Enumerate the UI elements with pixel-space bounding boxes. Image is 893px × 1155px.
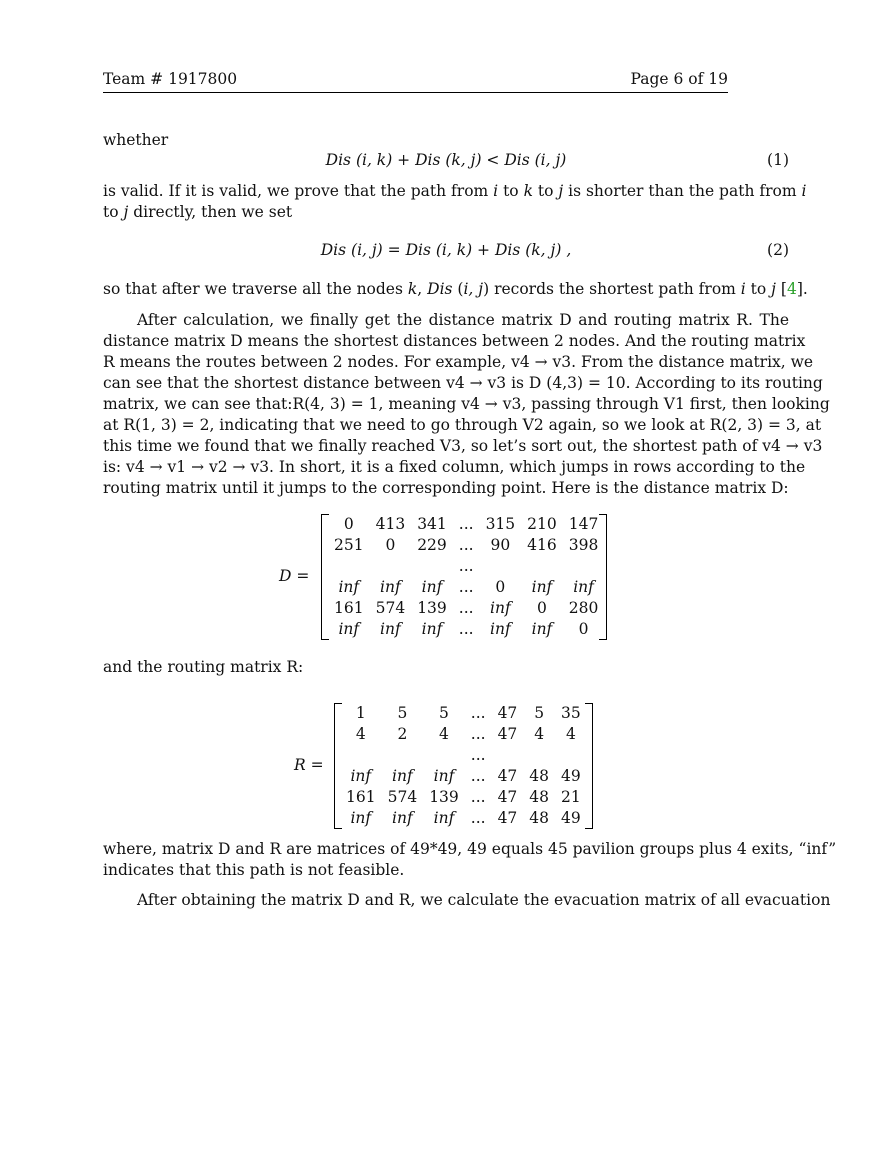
equation-2-text: Dis (i, j) = Dis (i, k) + Dis (k, j) , [320,241,572,259]
matrix-r-cell: inf [350,809,372,827]
matrix-r-label: R = [294,756,324,774]
matrix-r-cell: 47 [497,788,518,806]
matrix-r-cell [555,745,587,766]
matrix-r-cell: 139 [429,788,459,806]
matrix-d-row [328,598,604,619]
matrix-d-cell: inf [531,578,553,596]
para1-line-3: R means the routes between 2 nodes. For example, v4 → v3. From the distance matrix, we [103,353,814,371]
matrix-r-cell [423,745,465,766]
matrix-r-cell: ... [470,809,486,827]
matrix-r-cell: 5 [534,704,545,722]
page-header [103,70,728,93]
matrix-d-row [328,556,604,577]
matrix-r-cell: inf [433,767,455,785]
var: k [523,182,533,200]
matrix-d-cell: 161 [334,599,364,617]
matrix-d-cell: 139 [417,599,447,617]
matrix-d-row [328,619,604,640]
equation-1-text: Dis (i, k) + Dis (k, j) < Dis (i, j) [325,151,567,169]
matrix-r-cell [382,745,424,766]
matrix-d-cell: 280 [568,599,599,617]
matrix-d-cell: inf [338,620,360,638]
matrix-r-row [340,808,587,829]
matrix-d-cell: 315 [485,515,516,533]
matrix-d-cell: 574 [375,599,406,617]
matrix-r-cell: ... [470,725,486,743]
matrix-d [328,514,604,640]
para1-line-4: can see that the shortest distance between v4 → v3 is D (4,3) = 10. According to its routing [103,374,823,392]
para1-line-2: distance matrix D means the shortest distances between 2 nodes. And the routing matrix [103,332,806,350]
matrix-r-cell [492,745,524,766]
para1-line-9: routing matrix until it jumps to the corresponding point. Here is the distance matrix D: [103,479,789,497]
equation-1-number: (1) [767,151,789,169]
span: to [498,182,524,200]
matrix-d-cell: inf [490,599,511,617]
matrix-d-cell: 341 [417,515,447,533]
matrix-d-cell: inf [421,578,443,596]
matrix-d-cell: 0 [385,536,396,554]
matrix-r-cell: ... [470,788,486,806]
matrix-d-cell: inf [380,578,401,596]
matrix-d-cell [328,556,370,577]
var: j [771,280,776,298]
matrix-r-cell: 35 [561,704,581,722]
span: is valid. If it is valid, we prove that the path from [103,182,494,200]
span: ( [452,280,464,298]
para1-line-5: matrix, we can see that:R(4, 3) = 1, meaning v4 → v3, passing through V1 first, then looking [103,395,830,413]
matrix-d-cell: 0 [343,515,354,533]
text-valid-line1 [103,181,807,201]
matrix-d-cell [480,556,522,577]
para1-line-6: at R(1, 3) = 2, indicating that we need to go through V2 again, so we look at R(2, 3) = 3, at [103,416,822,434]
matrix-r-cell: 21 [561,788,581,806]
matrix-r-cell: 161 [346,788,376,806]
matrix-d-label: D = [279,567,310,585]
matrix-r-cell: 2 [397,725,408,743]
para1-line-1: After calculation, we finally get the distance matrix D and routing matrix R. The [137,311,789,329]
matrix-d-cell: inf [573,578,594,596]
span: to [745,280,772,298]
matrix-r [340,703,587,829]
matrix-d-row [328,514,604,535]
matrix-r-cell: inf [392,809,413,827]
matrix-d-cell: 0 [578,620,589,638]
matrix-d-cell: 413 [375,515,406,533]
var: Dis [427,280,453,298]
citation-link[interactable]: 4 [786,280,797,298]
equation-2 [103,239,789,261]
matrix-r-row [340,703,587,724]
matrix-d-cell: 0 [495,578,506,596]
span: ]. [796,280,808,298]
page-number: Page 6 of 19 [630,70,728,88]
equation-1-body [103,149,789,171]
matrix-r-cell: inf [392,767,413,785]
var: k [407,280,418,298]
var: j [558,182,564,200]
para1-line-7: this time we found that we finally reached V3, so let’s sort out, the shortest path of v4 → v3 [103,437,823,455]
matrix-r-cell: ... [470,767,486,785]
equation-2-body [103,239,789,261]
matrix-r-row [340,745,587,766]
matrix-d-row [328,577,604,598]
matrix-d-cell: 0 [537,599,547,617]
team-number: Team # 1917800 [103,70,238,88]
matrix-r-cell: 49 [561,809,581,827]
matrix-d-cell [521,556,563,577]
var: j [123,203,129,221]
text-whether: whether [103,131,169,149]
matrix-d-cell: ... [458,599,474,617]
span: , [417,280,428,298]
text-where-line1: where, matrix D and R are matrices of 49*49, 49 equals 45 pavilion groups plus 4 exits, “inf” [103,840,837,858]
matrix-r-cell: 574 [387,788,418,806]
matrix-d-cell: ... [458,515,474,533]
matrix-d-cell: inf [531,620,553,638]
matrix-d-cell: inf [380,620,401,638]
matrix-r-cell: 47 [497,767,518,785]
matrix-r-cell [340,745,382,766]
text-where-line2: indicates that this path is not feasible. [103,861,405,879]
span: to [103,203,124,221]
matrix-d-cell: ... [458,620,474,638]
span: ) records the shortest path from [483,280,741,298]
matrix-r-cell: 1 [355,704,366,722]
text-routing-intro: and the routing matrix R: [103,658,304,676]
matrix-r-cell: ... [470,704,486,722]
matrix-r-cell: 47 [497,809,518,827]
equation-2-number: (2) [767,241,789,259]
matrix-d-cell: inf [421,620,443,638]
var: i [801,182,807,200]
span: so that after we traverse all the nodes [103,280,408,298]
var: i, j [463,280,484,298]
matrix-d-cell: 416 [527,536,557,554]
matrix-d-cell: ... [458,557,474,575]
matrix-r-cell: 4 [534,725,545,743]
matrix-d-cell [563,556,605,577]
matrix-d-cell: ... [458,536,474,554]
matrix-d-cell: 147 [568,515,599,533]
matrix-d-cell: inf [490,620,511,638]
span: is shorter than the path from [563,182,802,200]
span: directly, then we set [128,203,293,221]
matrix-d-row [328,535,604,556]
matrix-r-cell: 4 [439,725,449,743]
matrix-r-row [340,766,587,787]
equation-1 [103,149,789,171]
span: to [532,182,559,200]
text-valid-line2 [103,202,789,222]
matrix-r-cell: inf [433,809,455,827]
matrix-d-cell: 251 [334,536,364,554]
matrix-r-cell: 48 [529,809,550,827]
text-after-obtaining: After obtaining the matrix D and R, we calculate the evacuation matrix of all evacuation [137,891,831,909]
matrix-d-cell: 210 [527,515,557,533]
matrix-r-cell: 47 [497,704,518,722]
matrix-d-cell: 398 [568,536,599,554]
matrix-r-cell: inf [350,767,372,785]
var: i [493,182,499,200]
matrix-r-cell: ... [470,746,486,764]
matrix-r-cell: 5 [397,704,408,722]
matrix-d-cell: 90 [490,536,511,554]
var: i [740,280,746,298]
matrix-r-cell: 4 [565,725,576,743]
matrix-d-cell: 229 [417,536,447,554]
matrix-r-cell: 5 [439,704,449,722]
matrix-d-cell [411,556,453,577]
matrix-r-cell: 48 [529,788,550,806]
text-after-traverse [103,279,808,299]
span: [ [775,280,787,298]
matrix-r-cell: 48 [529,767,550,785]
matrix-d-cell: inf [338,578,360,596]
matrix-r-cell: 4 [355,725,366,743]
matrix-d-cell [370,556,412,577]
matrix-r-row [340,724,587,745]
matrix-d-cell: ... [458,578,474,596]
matrix-r-row [340,787,587,808]
para1-line-8: is: v4 → v1 → v2 → v3. In short, it is a fixed column, which jumps in rows according to the [103,458,806,476]
matrix-r-cell: 47 [497,725,518,743]
matrix-r-cell: 49 [561,767,581,785]
matrix-r-cell [523,745,555,766]
